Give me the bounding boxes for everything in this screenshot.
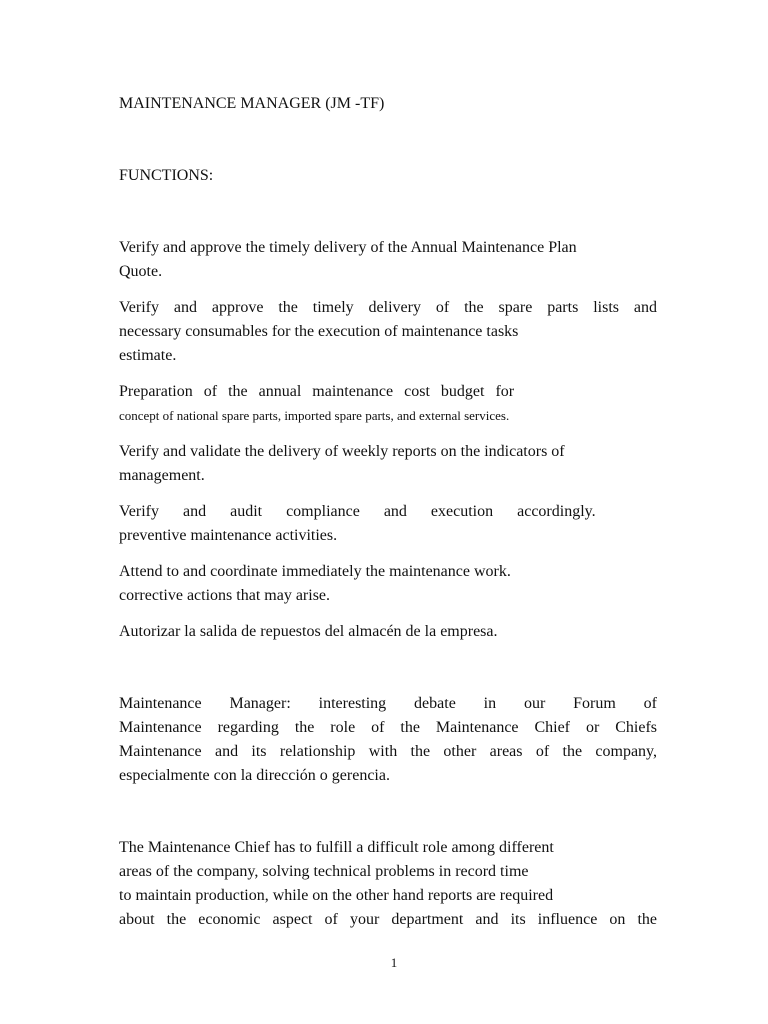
paragraph-2-line-2: areas of the company, solving technical problems in record time [119, 863, 529, 880]
function-2-line-1: Verify and approve the timely delivery of the spare parts lists and [119, 299, 657, 316]
paragraph-1-line-1: Maintenance Manager: interesting debate in our Forum of [119, 695, 657, 712]
function-3-line-1: Preparation of the annual maintenance cost budget for [119, 383, 515, 400]
page-number: 1 [390, 955, 398, 970]
functions-heading: FUNCTIONS: [119, 167, 214, 184]
paragraph-1-line-4: especialmente con la dirección o gerencia. [119, 767, 390, 784]
function-7-line-1: Autorizar la salida de repuestos del almacén de la empresa. [119, 623, 498, 640]
paragraph-2-line-4: about the economic aspect of your department and its influence on the [119, 911, 657, 928]
paragraph-1-line-3: Maintenance and its relationship with the other areas of the company, [119, 743, 657, 760]
function-5-line-2: preventive maintenance activities. [119, 527, 338, 544]
function-1-line-2: Quote. [119, 263, 163, 280]
function-2-line-2: necessary consumables for the execution of maintenance tasks [119, 323, 519, 340]
function-6-line-1: Attend to and coordinate immediately the maintenance work. [119, 563, 511, 580]
paragraph-2-line-3: to maintain production, while on the other hand reports are required [119, 887, 554, 904]
function-3-line-2: concept of national spare parts, imported spare parts, and external services. [119, 408, 510, 423]
function-6-line-2: corrective actions that may arise. [119, 587, 331, 604]
document-title: MAINTENANCE MANAGER (JM -TF) [119, 95, 385, 112]
paragraph-2-line-1: The Maintenance Chief has to fulfill a difficult role among different [119, 839, 554, 856]
paragraph-1-line-2: Maintenance regarding the role of the Maintenance Chief or Chiefs [119, 719, 657, 736]
function-2-line-3: estimate. [119, 347, 177, 364]
function-5-line-1: Verify and audit compliance and execution accordingly. [119, 503, 596, 520]
function-4-line-1: Verify and validate the delivery of weekly reports on the indicators of [119, 443, 565, 460]
function-4-line-2: management. [119, 467, 205, 484]
function-1-line-1: Verify and approve the timely delivery of the Annual Maintenance Plan [119, 239, 577, 256]
